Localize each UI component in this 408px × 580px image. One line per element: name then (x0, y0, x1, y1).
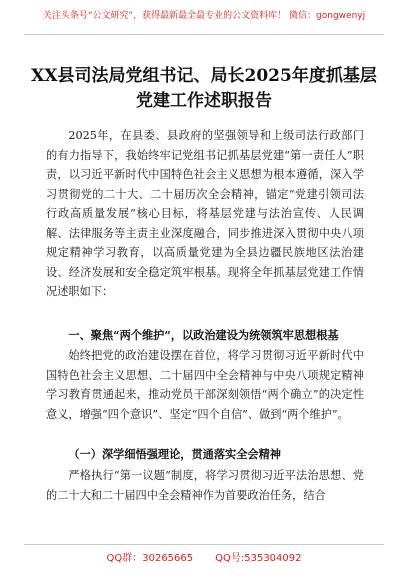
header-divider (24, 34, 384, 35)
paragraph-political-building: 始终把党的政治建设摆在首位，将学习贯彻习近平新时代中国特色社会主义思想、二十届四中全会精神与中央八项规定精神学习教育贯通起来，推动党员干部深刻领悟“两个确立”的决定性意义，增强“四个意识”、坚定“四个自信”、做到“两个维护”。 (46, 349, 364, 421)
paragraph-intro: 2025年，在县委、县政府的坚强领导和上级司法行政部门的有力指导下，我始终牢记党组书记抓基层党建“第一责任人”职责，以习近平新时代中国特色社会主义思想为根本遵循，深入学习贯彻党的二十大、二十届历次全会精神，锚定“党建引领司法行政高质量发展”核心目标，将基层党建与法治宣传、人民调解、法律服务等主责主业深度融合，同步推进深入贯彻中央八项规定精神学习教育，以高质量党建为全县边疆民族地区法治建设、经济发展和安全稳定筑牢根基。现将全年抓基层党建工作情况述职如下： (46, 129, 364, 298)
top-banner: 关注头条号“公文研究”，获得最新最全最专业的公文资料库！ 微信：gongwenyj (42, 11, 366, 21)
footer-divider (24, 544, 384, 545)
section-heading-1: 一、聚焦“两个维护”，以政治建设为统领筑牢思想根基 (68, 328, 339, 342)
footer-qq-number: QQ号:535304092 (215, 553, 302, 564)
footer-qq-group: QQ群：30265665 (106, 553, 194, 564)
document-title: XX县司法局党组书记、局长2025年度抓基层党建工作述职报告 (31, 66, 377, 111)
subsection-heading-1: （一）深学细悟强理论，贯通落实全会精神 (68, 447, 281, 461)
paragraph-first-topic: 严格执行“第一议题”制度，将学习贯彻习近平法治思想、党的二十大和二十届四中全会精神作为首要政治任务，结合 (46, 469, 364, 502)
footer-contact (0, 549, 408, 564)
